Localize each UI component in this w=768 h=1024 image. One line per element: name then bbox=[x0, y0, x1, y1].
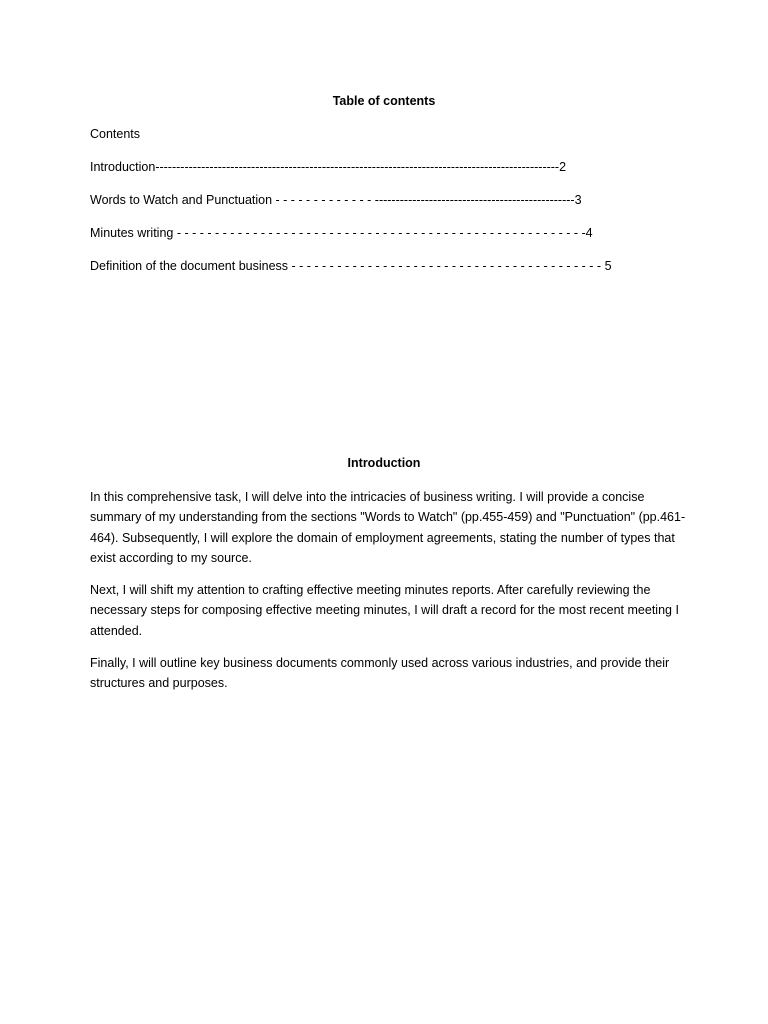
toc-entry-definition: Definition of the document business - - - - - - - - - - - - - - - - - - - - - - - - - - - - - - - - - - - - - - - - - 5 bbox=[90, 259, 612, 273]
contents-label: Contents bbox=[90, 127, 141, 141]
toc-title: Table of contents bbox=[332, 94, 436, 108]
toc-entry-minutes-writing: Minutes writing - - - - - - - - - - - - - - - - - - - - - - - - - - - - - - - - - - - - - - - - - - - - - - - - - - - - - -4 bbox=[90, 226, 593, 240]
toc-entry-words-to-watch: Words to Watch and Punctuation - - - - - - - - - - - - - ------------------------------------------------3 bbox=[90, 193, 582, 207]
introduction-title: Introduction bbox=[347, 456, 421, 470]
introduction-paragraph: Finally, I will outline key business documents commonly used across various industries, and provide their structures and purposes. bbox=[90, 656, 670, 691]
introduction-paragraph: Next, I will shift my attention to crafting effective meeting minutes reports. After carefully reviewing the necessary steps for composing effective meeting minutes, I will draft a record for the most recent meeting I attended. bbox=[90, 583, 679, 638]
toc-entry-introduction: Introduction-------------------------------------------------------------------------------------------------2 bbox=[90, 160, 567, 174]
introduction-paragraph: In this comprehensive task, I will delve into the intricacies of business writing. I will provide a concise summary of my understanding from the sections "Words to Watch" (pp.455-459) and "Punctuation" (pp.461-464). Subsequently, I will explore the domain of employment agreements, stating the number of types that exist according to my source. bbox=[90, 490, 686, 565]
